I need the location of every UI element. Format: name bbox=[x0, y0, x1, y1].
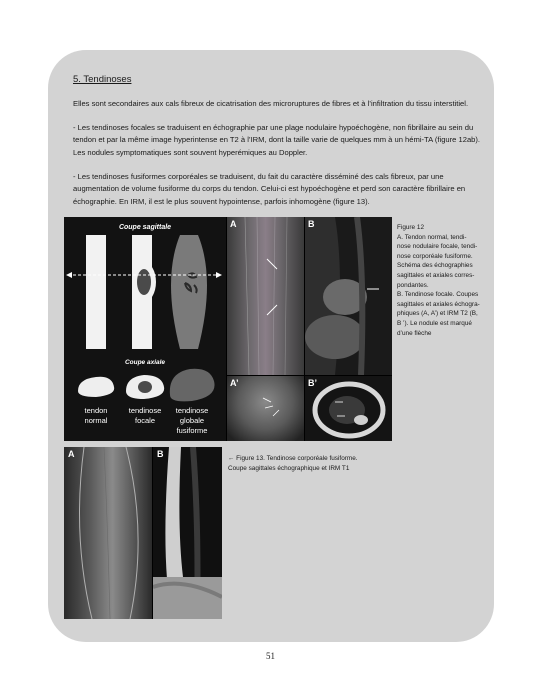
caption-line: phiques (A, A’) et IRM T2 (B, bbox=[397, 310, 478, 318]
figure-12-schema bbox=[64, 217, 226, 441]
figure-13-caption bbox=[228, 454, 428, 473]
fig13-panel-label-a: A bbox=[68, 449, 75, 459]
schema-label-2b: focale bbox=[134, 416, 156, 425]
caption-line: d’une flèche bbox=[397, 329, 432, 337]
figure-12 bbox=[64, 217, 392, 441]
caption-line: sagittales et axiales échogra- bbox=[397, 300, 480, 308]
paragraph-focal: - Les tendinoses focales se traduisent en échographie par une plage nodulaire hypoéchogène, non fibrillaire au sein du tendon et par la même image hyperintense en T2 à l’IRM, dont la taille varie de quelques mm à un hémi-TA (figure 12ab). Les nodules symptomatiques sont souvent hyperémiques au Doppler. bbox=[73, 123, 481, 157]
caption-line: Coupe sagittales échographique et IRM T1 bbox=[228, 464, 350, 472]
section-title: 5. Tendinoses bbox=[73, 74, 132, 85]
schema-label-1a: tendon bbox=[84, 406, 108, 415]
caption-line: nose corporéale fusiforme. bbox=[397, 252, 473, 260]
ultrasound-sagittal-image bbox=[227, 217, 304, 375]
schema-label-3b: globale bbox=[179, 416, 205, 425]
caption-line: sagittales et axiales corres- bbox=[397, 271, 475, 279]
paragraph-fusiform: - Les tendinoses fusiformes corporéales se traduisent, du fait du caractère disséminé des cals fibreux, par une augmentation de volume fusiforme du corps du tendon. Celui-ci est hypoéchogène et perd son caractère fibrillaire en échographie. En IRM, il est le plus souvent hypointense, parfois inhomogène (figure 13). bbox=[73, 172, 466, 206]
ultrasound-sagittal-overlay bbox=[227, 217, 304, 375]
ultrasound-axial-overlay bbox=[227, 376, 304, 441]
panel-label-b: B bbox=[308, 219, 315, 229]
schema-title-sagittal: Coupe sagittale bbox=[118, 224, 172, 231]
mri-fusiform-image bbox=[153, 447, 222, 619]
paragraph-intro: Elles sont secondaires aux cals fibreux de cicatrisation des microruptures de fibres et à l’infiltration du tissu interstitiel. bbox=[73, 99, 469, 108]
figure-13 bbox=[64, 447, 222, 619]
mri-sagittal-overlay bbox=[305, 217, 392, 375]
tendon-schema-illustration bbox=[64, 217, 226, 441]
caption-line: B ’). Le nodule est marqué bbox=[397, 319, 472, 327]
ultrasound-fusiform-overlay bbox=[64, 447, 152, 619]
caption-line: pondantes. bbox=[397, 281, 429, 289]
caption-line: Schéma des échographies bbox=[397, 262, 473, 270]
normal-tendon-shape bbox=[86, 235, 106, 349]
ultrasound-fusiform-image bbox=[64, 447, 152, 619]
focal-nodule bbox=[137, 269, 151, 295]
fusiform-tendon-shape bbox=[171, 235, 207, 349]
schema-label-3a: tendinose bbox=[175, 406, 209, 415]
caption-line: B. Tendinose focale. Coupes bbox=[397, 291, 479, 299]
panel-label-a: A bbox=[230, 219, 237, 229]
caption-line: ← Figure 13. Tendinose corporéale fusiforme. bbox=[228, 455, 358, 462]
mri-axial-overlay bbox=[305, 376, 392, 441]
mri-fusiform-overlay bbox=[153, 447, 222, 619]
mri-axial-image bbox=[305, 376, 392, 441]
schema-label-2a: tendinose bbox=[128, 406, 162, 415]
panel-label-a-prime: A’ bbox=[230, 378, 239, 388]
schema-label-1b: normal bbox=[84, 416, 108, 425]
schema-title-axial: Coupe axiale bbox=[124, 359, 166, 366]
figure-12-caption bbox=[397, 223, 489, 338]
fig13-panel-label-b: B bbox=[157, 449, 164, 459]
panel-label-b-prime: B’ bbox=[308, 378, 317, 388]
mri-sagittal-image bbox=[305, 217, 392, 375]
caption-line: nose nodulaire focale, tendi- bbox=[397, 243, 478, 251]
schema-label-3c: fusiforme bbox=[176, 426, 208, 435]
caption-line: A. Tendon normal, tendi- bbox=[397, 233, 467, 241]
page-number: 51 bbox=[266, 651, 275, 661]
caption-line: Figure 12 bbox=[397, 224, 424, 231]
ultrasound-axial-image bbox=[227, 376, 304, 441]
